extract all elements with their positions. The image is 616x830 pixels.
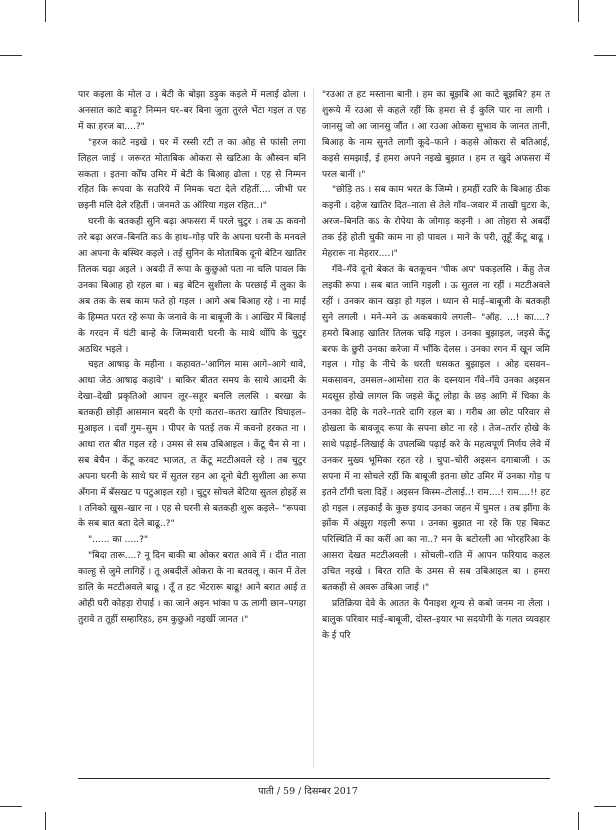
paragraph: गँवे–गँवे दूनो बेकत के बतकूचन 'पीक अप' पकड़लसि । केंहु तेज लइकी रूपा । सब बात जानि गइली । ऊ सुतल ना रहीं । मटटीअवले रहीं । उनकर कान खड़ा हो गइल । ध्यान से माई–बाबूजी के बतकही सुने लगली । मने–मने ऊ अकबकाये लगली– "ऑह. ...! का....? हमरो बिआह खातिर तिलक चढ़ि गइल । उनका बुझाइल, जइसे केंटू बरफ के छुरी उनका करेजा में भाँकि देलस । उनका रगन में खून जमि गइल । गोड़ के नीचे के धरती धसकत बुझाइल । ओह दसवन–मकसावन, उमसल–आमोसा रात के दस्नयान गँवे–गँवे उनका अइसन मदसूस होखे लागल कि जइसे केंटू लोहा के छड़ आगि में धिका के उनका देहि के गतरे–गतरे दागि रहल बा । गरीब आ छोट परिवार से होखला के बावजूद रूपा के सपना छोट ना रहे । तेज–तर्रार होखे के साथे पढ़ाई–लिखाई के उपलब्धि पढ़ाई करे के महत्वपूर्ण निर्णय लेवे में उनकर मुख्य भूमिका रहत रहे । चुपा–चोरी अइसन दगाबाजी । ऊ सपना में ना सोचले रहीं कि बाबूजी इतना छोट उमिर में उनका गोड़ प इतने टाँगी चला दिहें । अइसन किस्म–टोलाई..! राम....! राम....!! हट हो गइल । लइकाईं के कुछ इयाद उनका जहन में घुमल । तब झींगा के झोंक में अंझुरा गइली रूपा । उनका बुझात ना रहे कि एह बिकट परिस्थिति में का करीं आ का ना..? मन के बटोरली आ भोरहरिआ के आसरा देखत मटटीअवली । सोचली–राति में आपन फरियाद कहल उचित नइखे । बिरत राति के उमस से सब उबिआइल बा । हमरा बतकही से अवरू उबिआ जाई ।" [322,264,550,594]
paragraph: चइत आषाढ़ के महीना । कहावत–'आगिल मास आगे–आगे धावे, आधा जेठ आषाढ़ कहावे' । बाकिर बीतत समय के साथे आदमी के देखा–देखी प्रकृतिओ आपन लूर–सहूर बनलि ललसि । बरखा के बतकही छोड़ीं आसमान बदरी के एगो कतरा–कतरा खातिर घिघाइल–मुआइल । दवाँ गुम–सुम । पीपर के पतई तक में कवनो हरकत ना । आधा रात बीत गइल रहे । उमस से सब उबिआइल । केंटू चैन से ना । सब बेचैन । केंटू करवट भाजत, त केंटू मटटीअवले रहे । तब चुटुर अपना घरनी के साथे घर में सुतल रहन आ दूनो बेटी सुशीला आ रूपा अँगना में बँसखट प पटुआइल रहो । चुटुर सोचले बेटिया सुतल होइहें स । तनिको खुस–खार ना । एह से घरनी से बतकही शुरू कइले– "रूपवा के सब बात बता देले बाढू..?" [78,360,306,530]
crop-mark-top-left-h [0,55,22,56]
footer-rule [78,778,550,779]
paragraph: घरनी के बतकही सुनि बढ़ा अफसरा में परले चुटुर । तब ऊ कवनो तरे बढ़ा अरज–बिनति कऽ के हाथ–गोड़ परि के अपना घरनी के मनवले आ अपना के बस्थिर कइले । तई सुनिन के मोताबिक दूनो बेटिन खातिर तिलक चढ़ा अइले । अबदी तें रूपा के कुछुओ पता ना चलि पावल कि उनका बिआह हो रहल बा । बड़ बेटिन सुशीला के परछाई में लुका के अब तक के सब काम फते हो गइल । आगे अब बिआह रहे । ना माई के हिम्मत परत रहे रूपा के जनावे के ना बाबूजी के । आखिर में बिलाई के गरदन में घंटी बान्हे के जिम्मवारी घरनी के माथे थोंपि के चुटुर अठथिर भइले । [78,217,306,355]
paragraph: पार कइला के मोल उ । बेटी के बोझा डड़ुक कइले में मलाई ढोला । अनसात काटे बाढ़ू? निम्मन घर–बर बिना जुता तुरले भेंटा गइल त एह में का हरज बा....?" [78,90,306,132]
crop-mark-bottom-right-h [594,806,616,807]
crop-mark-top-right-h [594,55,616,56]
page-footer: पाती / 59 / दिसम्बर 2017 [258,786,358,797]
crop-mark-bottom-left-v [45,812,46,830]
left-column [78,88,306,768]
article-body [78,88,550,768]
paragraph: "हरज काटे नइखे । घर में रस्सी रटी त का ओह से फांसी लगा लिहल जाई । जरूरत मोताबिक ओकरा से खटिआ के औस्वन बनि सकता । इतना कोँच उमिर में बेटी के बिआह ढोला । एह से निम्मन रहित कि रूपवा के सउरिये में निमक चटा देले रहितीं.... जीभी पर छइनी मलि देले रहितीं । जनमते ऊ ऑरिया गइल रहित..।" [78,137,306,212]
crop-mark-bottom-left-h [0,806,22,807]
crop-mark-top-right-v [578,0,579,22]
paragraph: "रउआ त हट मस्ताना बानी । हम का बूझबि आ काटे बूझबि? हम त शुरूये में रउआ से कहले रहीं कि हमरा से ई कुलि पार ना लागी । जानसु जो आ जानसु जौंत । आ रउआ ओकरा सुभाव के जानत तानी, बिआह के नाम सुनते लागी कूदे–फाने । कहसे ओकरा से बतिआई, कइसे समझाईं, ई हमरा अपने नइखे बुझात । हम त खुदे अफसरा में परल बानीं ।" [322,90,550,180]
crop-mark-bottom-right-v [578,812,579,830]
paragraph: "...... का .....?" [88,535,149,546]
paragraph: "छोड़ि तऽ । सब काम भरत के जिम्मे । हमहीं रउरि के बिआह ठीक कइनी । दहेज खातिर दित–नाता से तेले गाँव–जवार में ताखी घुटरा के, अरज–बिनति कऽ के रोपेया के जोगाड़ कइनी । आ तोहरा से अबदीं तक ईहे होती चुकी काम ना हो पावल । माने के परी, तूहूँ केंटू बाढू । मेहरारू ना मेहरार....।" [322,185,550,260]
paragraph: "बिदा तारू....? नू दिन बाकी बा ओकर बरात आवे में । दीत नाता काल्हु से जुमे लागिहें । तू अबदीलें ओकरा के ना बतवलू । कान में तेल डालि के मटटीअवले बाढू । तूँ त हट भेंटरारू बाढू! आने बरात आई त ओही घरी कोहड़ा रोपाई । का जाने अइन भांका प ऊ लागी छान–पगहा तुरावे त तूहीं सम्हारिहऽ, हम कुछुओ नइखीं जानत ।" [78,551,306,625]
paragraph: प्रतिक्रिया देवे के आतत के पैनाइश शून्य से कबो जनम ना लेला । बालुक परिवार माई–बाबूजी, दोस्त–इयार भा सदयोगी के गलत व्यवहार के ई परि [322,599,550,641]
right-column [322,88,550,768]
crop-mark-top-left-v [45,0,46,22]
